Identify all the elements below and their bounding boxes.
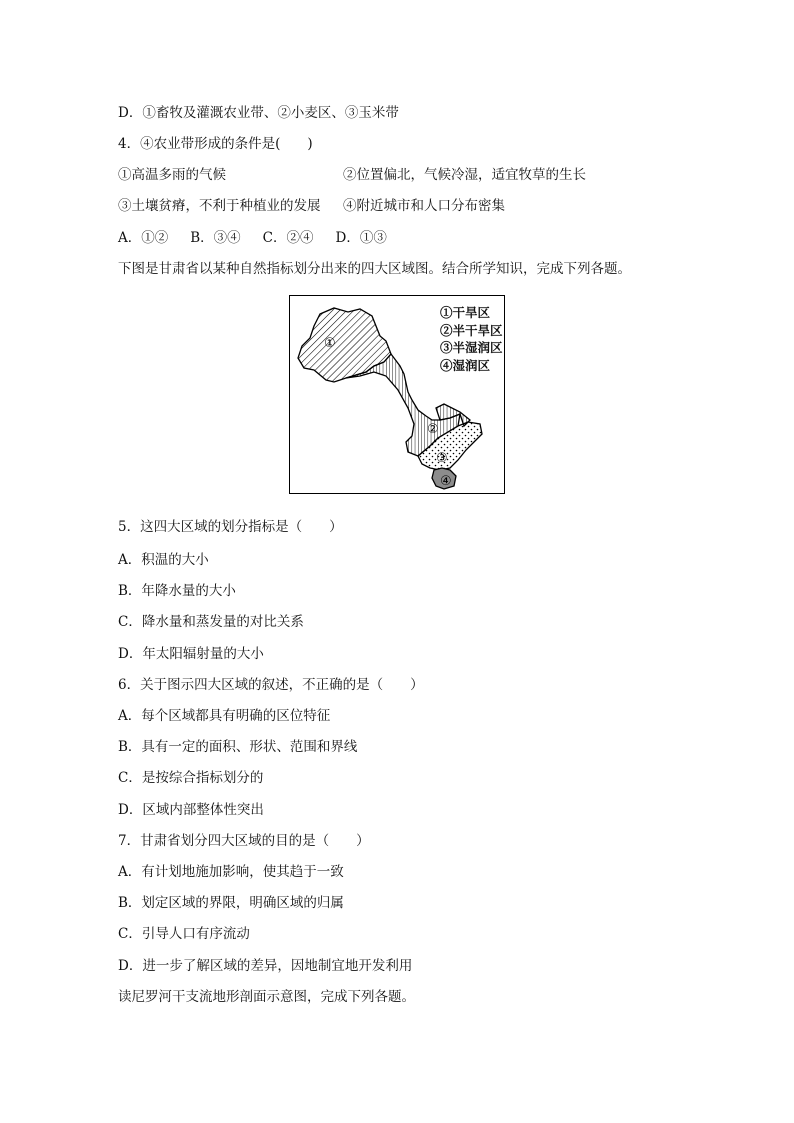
q6-stem: 6．关于图示四大区域的叙述，不正确的是（ ） [118,677,424,693]
q7-option-a: A．有计划地施加影响，使其趋于一致 [118,864,344,880]
label-region-4: ④ [440,474,452,489]
q7-stem: 7．甘肃省划分四大区域的目的是（ ） [118,833,370,849]
legend-semi-arid: ②半干旱区 [440,322,503,338]
q7-option-b: B．划定区域的界限，明确区域的归属 [118,895,344,911]
map-legend [440,304,503,374]
q6-option-a: A．每个区域都具有明确的区位特征 [118,708,331,724]
q6-option-b: B．具有一定的面积、形状、范围和界线 [118,739,358,755]
q4-choice-2: ②位置偏北，气候冷湿，适宜牧草的生长 [343,167,586,183]
q4-choice-3: ③土壤贫瘠，不利于种植业的发展 [118,198,321,214]
q4-option-d: D．①③ [335,230,387,246]
q6-option-c: C．是按综合指标划分的 [118,770,264,786]
q5-option-d: D．年太阳辐射量的大小 [118,646,264,662]
q5-stem: 5．这四大区域的划分指标是（ ） [118,519,343,535]
q7-option-c: C．引导人口有序流动 [118,926,250,942]
q4-stem: 4．④农业带形成的条件是( ) [118,136,313,152]
intro-nile-profile: 读尼罗河干支流地形剖面示意图，完成下列各题。 [118,989,415,1005]
legend-semi-humid: ③半湿润区 [440,340,503,355]
legend-arid: ①干旱区 [440,305,491,320]
q6-option-d: D．区域内部整体性突出 [118,802,264,818]
q5-option-a: A．积温的大小 [118,552,209,568]
q4-option-a: A．①② [118,230,169,246]
label-region-3: ③ [436,451,448,466]
label-region-1: ① [324,336,336,351]
q5-option-b: B．年降水量的大小 [118,583,236,599]
q4-choice-1: ①高温多雨的气候 [118,167,226,183]
q4-options [118,228,409,248]
q3-option-d: D．①畜牧及灌溉农业带、②小麦区、③玉米带 [118,105,399,121]
gansu-region-map [289,295,505,494]
q4-option-c: C．②④ [262,230,314,246]
q4-option-b: B．③④ [190,230,241,246]
legend-humid: ④湿润区 [440,357,491,373]
q4-choice-4: ④附近城市和人口分布密集 [343,198,505,214]
label-region-2: ② [427,422,439,437]
intro-gansu-map: 下图是甘肃省以某种自然指标划分出来的四大区域图。结合所学知识，完成下列各题。 [118,261,631,277]
q5-option-c: C．降水量和蒸发量的对比关系 [118,614,304,630]
q7-option-d: D．进一步了解区域的差异，因地制宜地开发利用 [118,958,413,974]
